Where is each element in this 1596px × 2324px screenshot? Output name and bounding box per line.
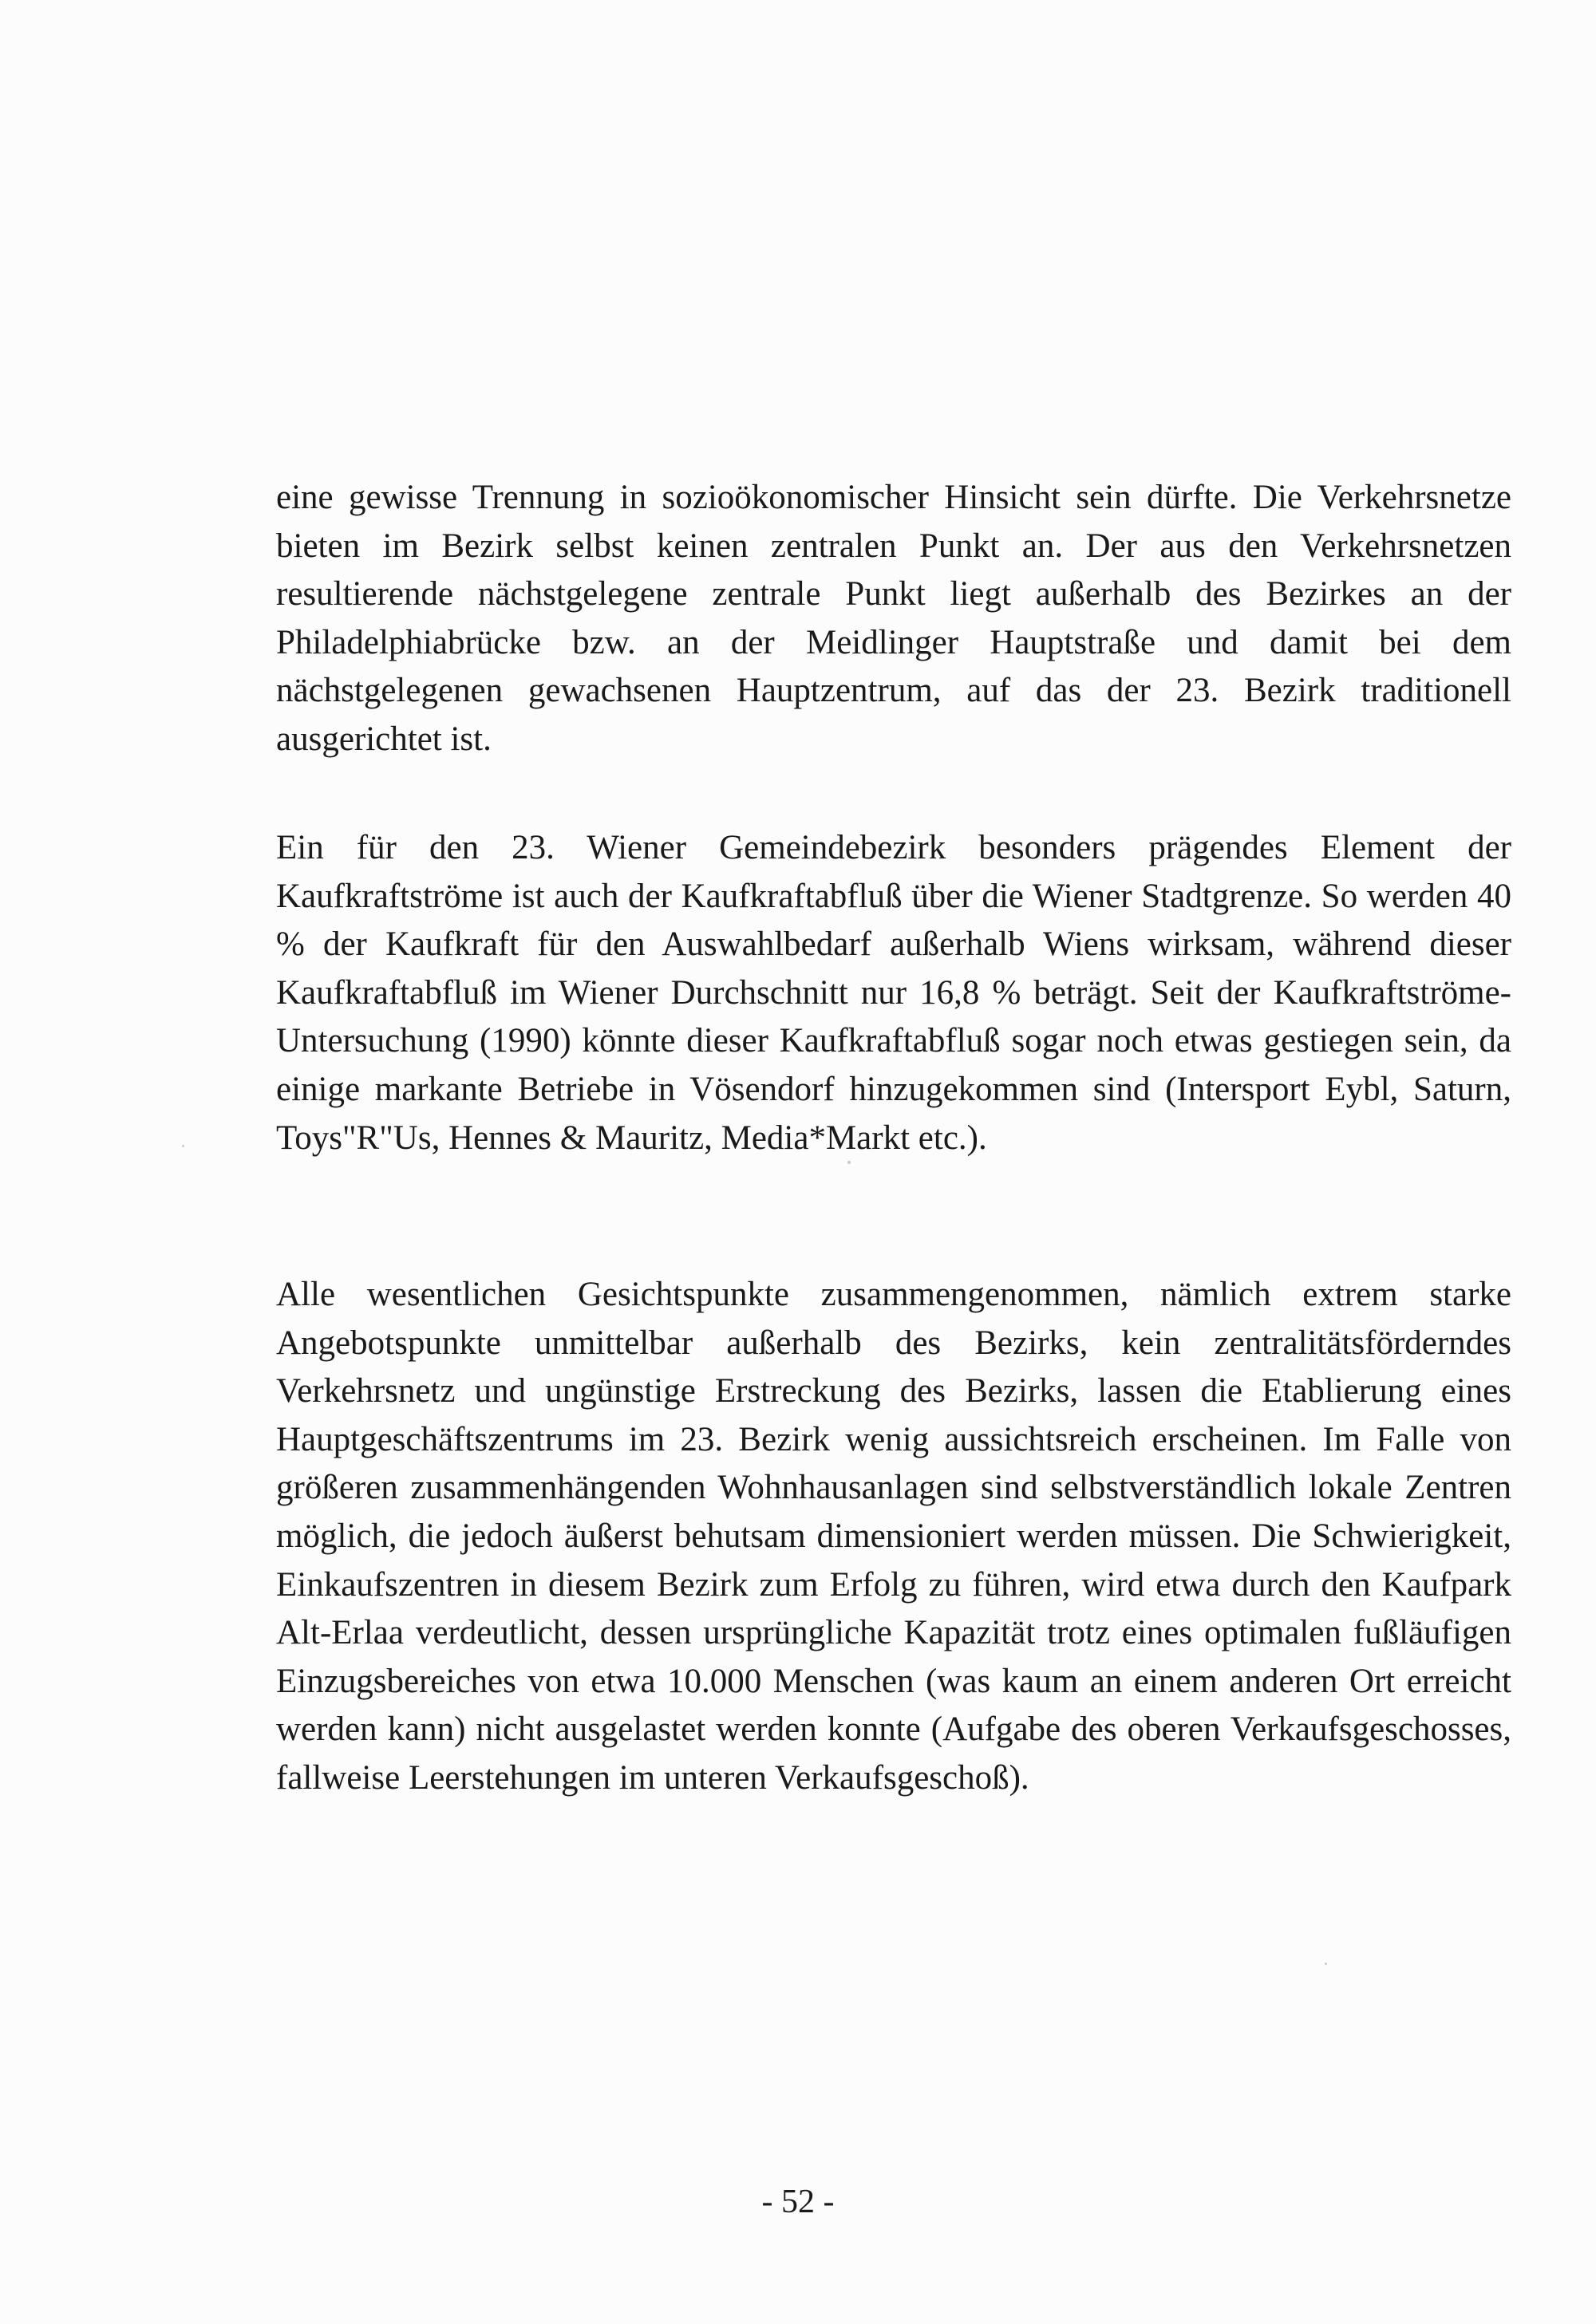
page-number: - 52 -	[761, 2184, 835, 2220]
scan-speck	[847, 1161, 851, 1164]
paragraph-2: Ein für den 23. Wiener Gemeindebezirk besonders prägendes Element der Kaufkraftströme ist auch der Kaufkraftabfluß über die Wiener Stadtgrenze. So werden 40 % der Kaufkraft für den Auswahlbedarf außerhalb Wiens wirksam, während dieser Kaufkraftabfluß im Wiener Durchschnitt nur 16,8 % beträgt. Seit der Kaufkraftströme-Untersuchung (1990) könnte dieser Kaufkraftabfluß sogar noch etwas gestiegen sein, da einige markante Betriebe in Vösendorf hinzugekommen sind (Intersport Eybl, Saturn, Toys"R"Us, Hennes & Mauritz, Media*Markt etc.).	[276, 829, 1511, 1157]
scan-speck	[182, 1145, 184, 1147]
paragraph-3: Alle wesentlichen Gesichtspunkte zusammengenommen, nämlich extrem starke Angebotspunkte unmittelbar außerhalb des Bezirks, kein zentralitätsförderndes Verkehrsnetz und ungünstige Erstreckung des Bezirks, lassen die Etablierung eines Hauptgeschäftszentrums im 23. Bezirk wenig aussichtsreich erscheinen. Im Falle von größeren zusammenhängenden Wohnhausanlagen sind selbstverständlich lokale Zentren möglich, die jedoch äußerst behutsam dimensioniert werden müssen. Die Schwierigkeit, Einkaufszentren in diesem Bezirk zum Erfolg zu führen, wird etwa durch den Kaufpark Alt-Erlaa verdeutlicht, dessen ursprüngliche Kapazität trotz eines optimalen fußläufigen Einzugsbereiches von etwa 10.000 Menschen (was kaum an einem anderen Ort erreicht werden kann) nicht ausgelastet werden konnte (Aufgabe des oberen Verkaufsgeschosses, fallweise Leerstehungen im unteren Verkaufsgeschoß).	[276, 1276, 1511, 1797]
paragraph-1: eine gewisse Trennung in sozioökonomischer Hinsicht sein dürfte. Die Verkehrsnetze bieten im Bezirk selbst keinen zentralen Punkt an. Der aus den Verkehrsnetzen resultierende nächstgelegene zentrale Punkt liegt außerhalb des Bezirkes an der Philadelphiabrücke bzw. an der Meidlinger Hauptstraße und damit bei dem nächstgelegenen gewachsenen Hauptzentrum, auf das der 23. Bezirk traditionell ausgerichtet ist.	[276, 479, 1511, 758]
scan-speck	[1325, 1963, 1327, 1965]
